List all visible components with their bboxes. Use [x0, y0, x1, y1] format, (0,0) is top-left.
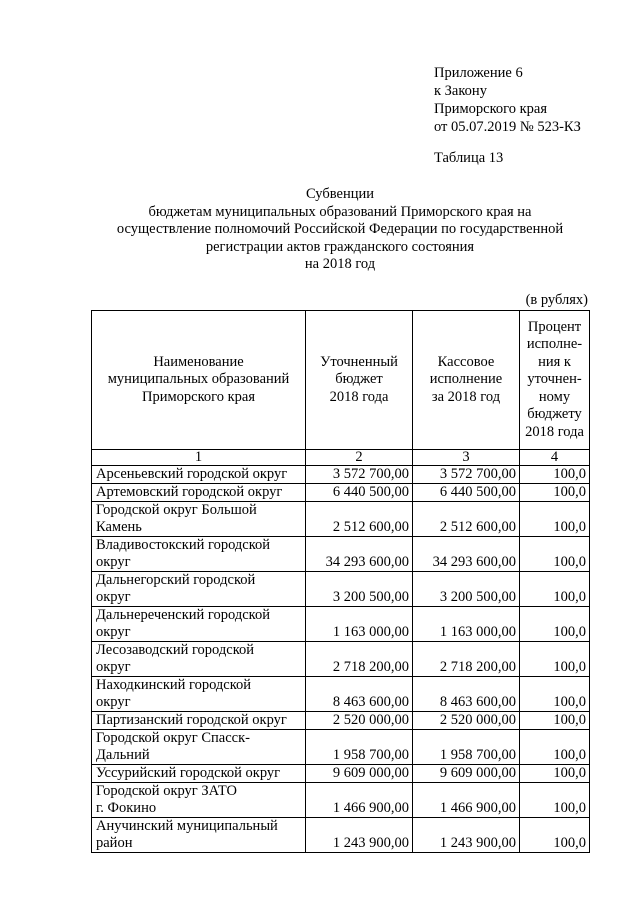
column-number: 3: [413, 450, 520, 466]
header-municipality: Наименование муниципальных образований Приморского края: [92, 311, 306, 450]
table-row: [92, 765, 590, 783]
column-number: 4: [520, 450, 590, 466]
municipality-name-line: округ: [96, 589, 131, 605]
execution-value: 2 520 000,00: [413, 712, 520, 730]
table-row: [92, 712, 590, 730]
table-row: [92, 783, 590, 818]
title-line: Субвенции: [306, 186, 374, 202]
execution-value: 8 463 600,00: [413, 677, 520, 712]
table-row: [92, 466, 590, 484]
execution-value: 2 512 600,00: [413, 502, 520, 537]
budget-value: 1 163 000,00: [306, 607, 413, 642]
budget-value: 8 463 600,00: [306, 677, 413, 712]
percent-value: 100,0: [520, 765, 590, 783]
municipality-name: [92, 537, 306, 572]
municipality-name-line: район: [96, 835, 133, 851]
budget-value: 9 609 000,00: [306, 765, 413, 783]
title-line: бюджетам муниципальных образований Приморского края на: [148, 203, 532, 220]
percent-value: 100,0: [520, 537, 590, 572]
header-execution: Кассовое исполнение за 2018 год: [413, 311, 520, 450]
table-body: [92, 466, 590, 853]
table-row: [92, 818, 590, 853]
appendix-line: Приморского края: [434, 101, 548, 117]
municipality-name-line: Городской округ ЗАТО: [96, 783, 237, 799]
table-row: [92, 730, 590, 765]
municipality-name-line: Арсеньевский городской округ: [96, 466, 288, 482]
table-row: [92, 677, 590, 712]
municipality-name: [92, 484, 306, 502]
municipality-name-line: округ: [96, 694, 131, 710]
percent-value: 100,0: [520, 730, 590, 765]
appendix-reference: [434, 64, 581, 136]
municipality-name: [92, 502, 306, 537]
municipality-name-line: округ: [96, 624, 131, 640]
table-row: [92, 502, 590, 537]
municipality-name-line: г. Фокино: [96, 800, 157, 816]
budget-value: 3 572 700,00: [306, 466, 413, 484]
title-line: регистрации актов гражданского состояния: [205, 238, 475, 255]
header-percent: Процент исполне- ния к уточнен- ному бюджету 2018 года: [520, 311, 590, 450]
table-row: [92, 642, 590, 677]
budget-value: 2 520 000,00: [306, 712, 413, 730]
table-row: [92, 607, 590, 642]
execution-value: 3 572 700,00: [413, 466, 520, 484]
percent-value: 100,0: [520, 712, 590, 730]
execution-value: 2 718 200,00: [413, 642, 520, 677]
municipality-name-line: Лесозаводский городской: [96, 642, 255, 658]
percent-value: 100,0: [520, 677, 590, 712]
municipality-name-line: Дальний: [96, 747, 150, 763]
execution-value: 9 609 000,00: [413, 765, 520, 783]
header-row: [92, 311, 590, 450]
document-title: [80, 186, 600, 274]
municipality-name-line: Городской округ Большой: [96, 502, 257, 518]
subventions-table: [91, 310, 590, 853]
municipality-name: [92, 730, 306, 765]
units-note: (в рублях): [525, 292, 588, 308]
percent-value: 100,0: [520, 572, 590, 607]
execution-value: 1 958 700,00: [413, 730, 520, 765]
municipality-name-line: Владивостокский городской: [96, 537, 271, 553]
budget-value: 6 440 500,00: [306, 484, 413, 502]
table-row: [92, 572, 590, 607]
percent-value: 100,0: [520, 502, 590, 537]
column-number: 1: [92, 450, 306, 466]
budget-value: 3 200 500,00: [306, 572, 413, 607]
municipality-name: [92, 765, 306, 783]
municipality-name-line: Партизанский городской округ: [96, 712, 287, 728]
table-row: [92, 484, 590, 502]
percent-value: 100,0: [520, 466, 590, 484]
municipality-name-line: Дальнереченский городской: [96, 607, 270, 623]
municipality-name: [92, 783, 306, 818]
percent-value: 100,0: [520, 818, 590, 853]
percent-value: 100,0: [520, 484, 590, 502]
municipality-name-line: Городской округ Спасск-: [96, 730, 250, 746]
municipality-name-line: округ: [96, 554, 131, 570]
appendix-line: от 05.07.2019 № 523-КЗ: [434, 119, 581, 135]
table-number: Таблица 13: [434, 150, 504, 166]
execution-value: 1 243 900,00: [413, 818, 520, 853]
title-line: осуществление полномочий Российской Федерации по государственной: [116, 221, 564, 237]
municipality-name: [92, 466, 306, 484]
budget-value: 2 512 600,00: [306, 502, 413, 537]
budget-value: 34 293 600,00: [306, 537, 413, 572]
execution-value: 34 293 600,00: [413, 537, 520, 572]
execution-value: 1 163 000,00: [413, 607, 520, 642]
municipality-name-line: Артемовский городской округ: [96, 484, 283, 500]
table-row: [92, 537, 590, 572]
appendix-line: к Закону: [434, 83, 487, 99]
title-line: на 2018 год: [304, 256, 376, 272]
budget-value: 2 718 200,00: [306, 642, 413, 677]
percent-value: 100,0: [520, 783, 590, 818]
percent-value: 100,0: [520, 642, 590, 677]
header-budget: Уточненный бюджет 2018 года: [306, 311, 413, 450]
budget-value: 1 466 900,00: [306, 783, 413, 818]
municipality-name: [92, 712, 306, 730]
municipality-name-line: Находкинский городской: [96, 677, 252, 693]
execution-value: 3 200 500,00: [413, 572, 520, 607]
municipality-name: [92, 572, 306, 607]
percent-value: 100,0: [520, 607, 590, 642]
budget-value: 1 243 900,00: [306, 818, 413, 853]
municipality-name-line: Камень: [96, 519, 142, 535]
municipality-name-line: Уссурийский городской округ: [96, 765, 281, 781]
municipality-name-line: округ: [96, 659, 131, 675]
municipality-name-line: Дальнегорский городской: [96, 572, 256, 588]
municipality-name: [92, 607, 306, 642]
municipality-name: [92, 642, 306, 677]
column-number: 2: [306, 450, 413, 466]
budget-value: 1 958 700,00: [306, 730, 413, 765]
municipality-name-line: Анучинский муниципальный: [96, 818, 278, 834]
column-number-row: [92, 450, 590, 466]
municipality-name: [92, 818, 306, 853]
municipality-name: [92, 677, 306, 712]
execution-value: 1 466 900,00: [413, 783, 520, 818]
appendix-line: Приложение 6: [434, 65, 523, 81]
execution-value: 6 440 500,00: [413, 484, 520, 502]
